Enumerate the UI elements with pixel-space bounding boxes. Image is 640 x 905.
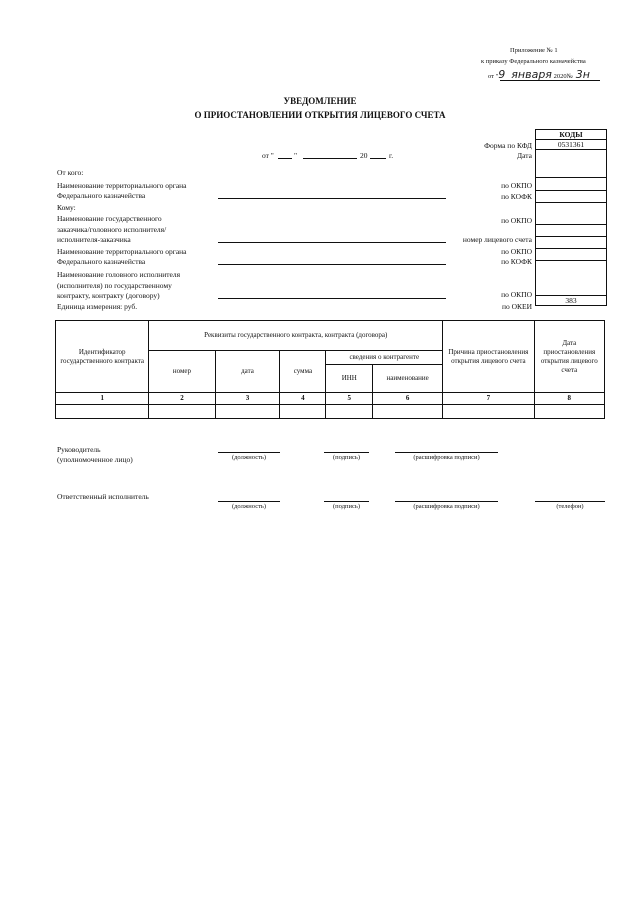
label-gos-a: Наименование государственного [57, 214, 162, 223]
label-okei: по ОКЕИ [501, 302, 532, 311]
col-num-6: 6 [373, 393, 443, 405]
label-to: Кому: [57, 203, 76, 212]
date-year-line [370, 158, 386, 159]
label-gos-c: исполнителя-заказчика [57, 235, 131, 244]
label-forma-kfd: Форма по КФД [484, 141, 532, 150]
th-sum: сумма [280, 351, 326, 393]
title-line-2: О ПРИОСТАНОВЛЕНИИ ОТКРЫТИЯ ЛИЦЕВОГО СЧЕТА [194, 110, 446, 120]
th-name: наименование [373, 365, 443, 393]
label-okpo-3: по ОКПО [501, 247, 532, 256]
label-kofk-1: по КОФК [501, 192, 532, 201]
th-requisites: Реквизиты государственного контракта, контракта (договора) [149, 321, 443, 351]
code-okpo-4 [536, 261, 607, 296]
label-gol-b: (исполнителя) по государственному [57, 281, 172, 290]
code-okei: 383 [536, 296, 607, 306]
line-head-decoding [395, 452, 498, 453]
code-kofk-2 [536, 249, 607, 261]
caption-exec-decoding: (расшифровка подписи) [413, 503, 480, 510]
code-date [536, 150, 607, 178]
caption-head-signature: (подпись) [333, 454, 360, 461]
date-day-line [278, 158, 292, 159]
caption-exec-position: (должность) [231, 503, 267, 510]
th-inn: ИНН [326, 365, 373, 393]
label-from: От кого: [57, 168, 84, 177]
line-exec-phone [535, 501, 605, 502]
codes-table [535, 129, 607, 306]
th-identifier: Идентификатор государственного контракта [56, 321, 149, 393]
appendix-line-1: Приложение № 1 [510, 47, 558, 54]
date-ot: от " [262, 151, 274, 160]
line-exec-signature [324, 501, 369, 502]
label-terr-organ-2b: Федерального казначейства [57, 257, 146, 266]
label-unit: Единица измерения: руб. [57, 302, 138, 311]
label-head: Руководитель [57, 445, 101, 454]
label-terr-organ-2a: Наименование территориального органа [57, 247, 187, 256]
col-num-4: 4 [280, 393, 326, 405]
label-kofk-2: по КОФК [501, 257, 532, 266]
line-gos [218, 242, 446, 243]
col-num-7: 7 [443, 393, 534, 405]
col-num-5: 5 [326, 393, 373, 405]
label-executor: Ответственный исполнитель [57, 492, 149, 501]
line-gol [218, 298, 446, 299]
line-head-position [218, 452, 280, 453]
code-kofk-1 [536, 191, 607, 203]
table-row [56, 405, 605, 419]
appendix-line-2: к приказу Федерального казначейства [481, 58, 586, 65]
label-okpo-4: по ОКПО [501, 290, 532, 299]
appendix-month: января [511, 68, 552, 81]
label-terr-organ-1b: Федерального казначейства [57, 191, 146, 200]
caption-exec-signature: (подпись) [333, 503, 360, 510]
label-terr-organ-1a: Наименование территориального органа [57, 181, 187, 190]
label-data: Дата [517, 151, 532, 160]
col-num-2: 2 [149, 393, 215, 405]
code-okpo-2 [536, 203, 607, 225]
appendix-day: 9 [498, 68, 506, 81]
appendix-underline [500, 80, 600, 81]
label-gol-c: контракту, контракту (договору) [57, 291, 160, 300]
caption-exec-phone: (телефон) [556, 503, 584, 510]
code-okpo-3 [536, 237, 607, 249]
date-month-line [303, 158, 357, 159]
label-okpo-2: по ОКПО [501, 216, 532, 225]
label-gos-b: заказчика/головного исполнителя/ [57, 225, 167, 234]
appendix-number: 3н [575, 68, 590, 81]
label-head-authorized: (уполномоченное лицо) [57, 455, 133, 464]
line-terr-organ-2 [218, 264, 446, 265]
col-num-1: 1 [56, 393, 149, 405]
contracts-table [55, 320, 605, 419]
caption-head-decoding: (расшифровка подписи) [413, 454, 480, 461]
line-terr-organ-1 [218, 198, 446, 199]
date-year: 20 [360, 151, 368, 160]
code-kfd: 0531361 [536, 140, 607, 150]
date-g: г. [389, 151, 394, 160]
line-exec-decoding [395, 501, 498, 502]
col-num-8: 8 [534, 393, 604, 405]
th-number: номер [149, 351, 215, 393]
label-gol-a: Наименование головного исполнителя [57, 270, 181, 279]
col-num-3: 3 [215, 393, 280, 405]
line-head-signature [324, 452, 369, 453]
caption-head-position: (должность) [231, 454, 267, 461]
label-okpo-1: по ОКПО [501, 181, 532, 190]
th-date: дата [215, 351, 280, 393]
th-suspend-date: Дата приостановления открытия лицевого счета [534, 321, 604, 393]
th-counterparty: сведения о контрагенте [326, 351, 443, 365]
codes-header: КОДЫ [536, 130, 607, 140]
label-account-number: номер лицевого счета [462, 235, 532, 244]
title-line-1: УВЕДОМЛЕНИЕ [283, 96, 357, 106]
code-okpo-1 [536, 178, 607, 191]
code-account [536, 225, 607, 237]
th-reason: Причина приостановления открытия лицевого счета [443, 321, 534, 393]
appendix-line-3: от "9 января 2020№ 3н [488, 68, 590, 81]
date-quote: " [294, 151, 298, 160]
table-row-numbers [56, 393, 605, 405]
line-exec-position [218, 501, 280, 502]
